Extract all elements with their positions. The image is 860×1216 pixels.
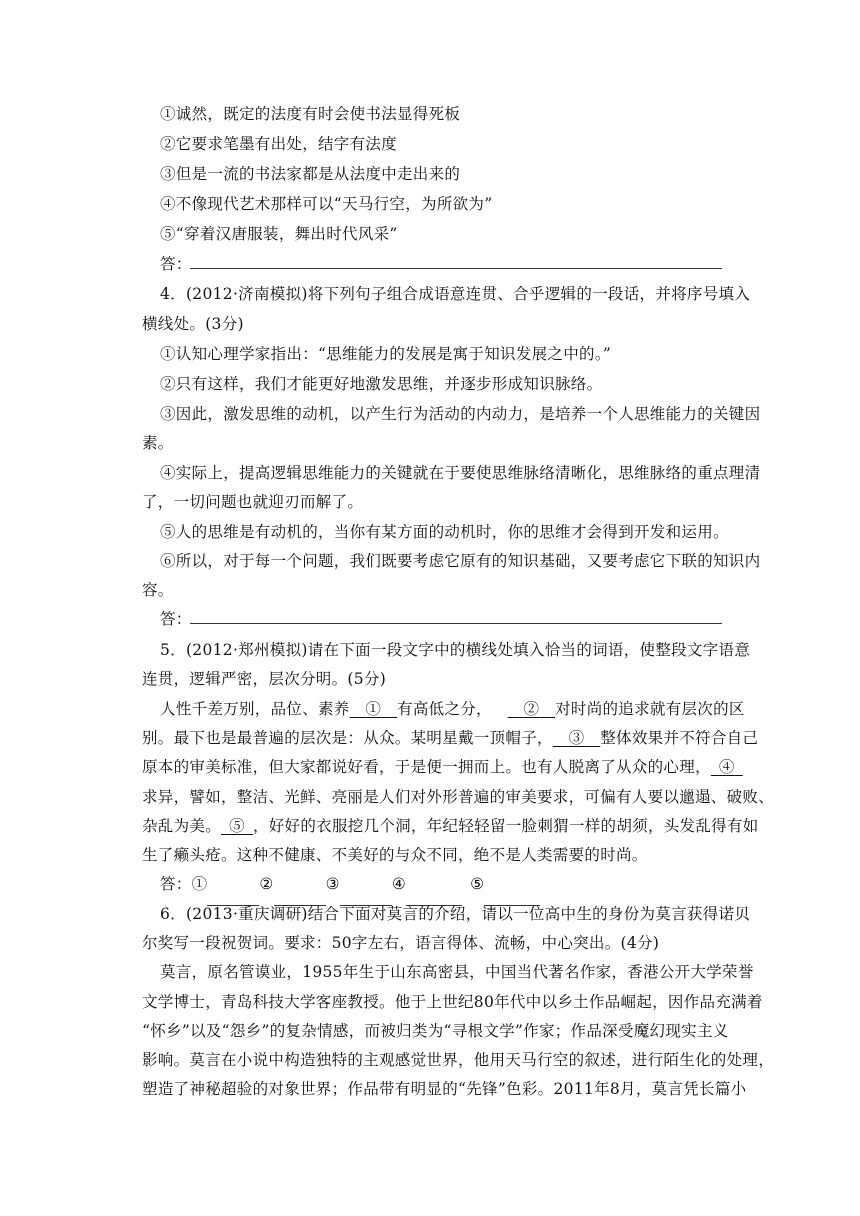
q5-text-2b: 整体效果并不符合自己 xyxy=(600,729,759,747)
q5-text-5b: ，好好的衣服挖几个洞，年纪轻轻留一脸刺猬一样的胡须，头发乱得有如 xyxy=(252,817,759,835)
q5-passage-line-2 xyxy=(142,728,759,748)
q3-option-3: ③但是一流的书法家都是从法度中走出来的 xyxy=(160,165,461,183)
q5-blank-4-label: ④ xyxy=(718,758,735,776)
q5-blank-1[interactable] xyxy=(350,700,397,718)
q5-text-2: 别。最下也是最普遍的层次是：从众。某明星戴一顶帽子， xyxy=(142,729,553,747)
q4-sentence-6-line-1: ⑥所以，对于每一个问题，我们既要考虑它原有的知识基础，又要考虑它下联的知识内 xyxy=(160,552,761,570)
q5-blank-2[interactable] xyxy=(508,700,555,718)
q5-answer-num-2: ② xyxy=(259,875,274,893)
q5-answer-num-1: ① xyxy=(191,875,208,893)
q5-passage-line-5 xyxy=(142,816,759,836)
q4-stem-line-2: 横线处。(3分) xyxy=(142,315,244,333)
q5-answer-num-5: ⑤ xyxy=(470,875,485,893)
q4-sentence-4-line-1: ④实际上，提高逻辑思维能力的关键就在于要使思维脉络清晰化，思维脉络的重点理清 xyxy=(160,464,761,482)
q6-stem-line-1: 6．(2013·重庆调研)结合下面对莫言的介绍，请以一位高中生的身份为莫言获得诺贝 xyxy=(160,905,751,923)
q3-answer-label: 答： xyxy=(160,255,192,273)
q4-answer-line[interactable] xyxy=(190,623,722,624)
q6-stem-line-2: 尔奖写一段祝贺词。要求：50字左右，语言得体、流畅，中心突出。(4分) xyxy=(142,934,660,952)
q5-passage-line-4: 求异，譬如，整洁、光鲜、亮丽是人们对外形普遍的审美要求，可偏有人要以邋遢、破败、 xyxy=(142,788,775,806)
q5-blank-1-label: ① xyxy=(365,700,382,718)
q5-answer-num-4: ④ xyxy=(391,875,407,893)
q4-sentence-5: ⑤人的思维是有动机的，当你有某方面的动机时，你的思维才会得到开发和运用。 xyxy=(160,523,729,541)
q3-answer-line[interactable] xyxy=(190,268,722,269)
q5-blank-5-label: ⑤ xyxy=(229,817,245,835)
q5-text-1a: 人性千差万别，品位、素养 xyxy=(160,700,350,718)
q5-passage-line-1 xyxy=(160,699,760,719)
q6-passage-line-5: 塑造了神秘超验的对象世界；作品带有明显的“先锋”色彩。2011年8月，莫言凭长篇小 xyxy=(142,1080,747,1098)
q5-stem-line-1: 5．(2012·郑州模拟)请在下面一段文字中的横线处填入恰当的词语，使整段文字语意 xyxy=(160,641,751,659)
q5-text-3: 原本的审美标准，但大家都说好看，于是便一拥而上。也有人脱离了从众的心理， xyxy=(142,758,711,776)
q6-passage-line-1: 莫言，原名管谟业，1955年生于山东高密县，中国当代著名作家，香港公开大学荣誉 xyxy=(160,963,754,981)
q3-option-2: ②它要求笔墨有出处，结字有法度 xyxy=(160,135,398,153)
q5-stem-line-2: 连贯，逻辑严密，层次分明。(5分) xyxy=(142,670,387,688)
q6-passage-line-4: 影响。莫言在小说中构造独特的主观感觉世界，他用天马行空的叙述，进行陌生化的处理， xyxy=(142,1051,775,1069)
q5-blank-4[interactable] xyxy=(711,758,743,776)
q5-text-5a: 杂乱为美。 xyxy=(142,817,222,835)
q5-blank-2-label: ② xyxy=(523,700,540,718)
q6-passage-line-2: 文学博士，青岛科技大学客座教授。他于上世纪80年代中以乡土作品崛起，因作品充满着 xyxy=(142,993,763,1011)
q4-sentence-3-line-2: 素。 xyxy=(142,434,174,452)
q4-sentence-3-line-1: ③因此，激发思维的动机，以产生行为活动的内动力，是培养一个人思维能力的关键因 xyxy=(160,405,761,423)
q3-option-4: ④不像现代艺术那样可以“天马行空，为所欲为” xyxy=(160,195,493,213)
q4-sentence-4-line-2: 了，一切问题也就迎刃而解了。 xyxy=(142,493,364,511)
q5-blank-3[interactable] xyxy=(553,729,600,747)
q4-stem-line-1: 4．(2012·济南模拟)将下列句子组合成语意连贯、合乎逻辑的一段话，并将序号填入 xyxy=(160,285,751,303)
q3-option-5: ⑤“穿着汉唐服装，舞出时代风采” xyxy=(160,225,398,243)
q5-answer-label: 答： xyxy=(160,875,192,893)
q5-blank-3-label: ③ xyxy=(568,729,585,747)
q5-text-1b: 有高低之分， xyxy=(397,700,492,718)
q3-option-1: ①诚然，既定的法度有时会使书法显得死板 xyxy=(160,105,461,123)
q4-sentence-2: ②只有这样，我们才能更好地激发思维，并逐步形成知识脉络。 xyxy=(160,375,603,393)
q5-answer-num-3: ③ xyxy=(325,875,340,893)
q4-sentence-6-line-2: 容。 xyxy=(142,581,174,599)
q4-sentence-1: ①认知心理学家指出：“思维能力的发展是寓于知识发展之中的。” xyxy=(160,345,612,363)
q5-text-1c: 对时尚的追求就有层次的区 xyxy=(555,700,745,718)
q5-passage-line-3 xyxy=(142,757,742,777)
q5-blank-5[interactable] xyxy=(221,817,253,835)
q4-answer-label: 答： xyxy=(160,610,192,628)
q5-passage-line-6: 生了癞头疮。这种不健康、不美好的与众不同，绝不是人类需要的时尚。 xyxy=(142,846,648,864)
q5-answer-row xyxy=(160,874,760,894)
q6-passage-line-3: “怀乡”以及“怨乡”的复杂情感，而被归类为“寻根文学”作家；作品深受魔幻现实主义 xyxy=(142,1022,729,1040)
